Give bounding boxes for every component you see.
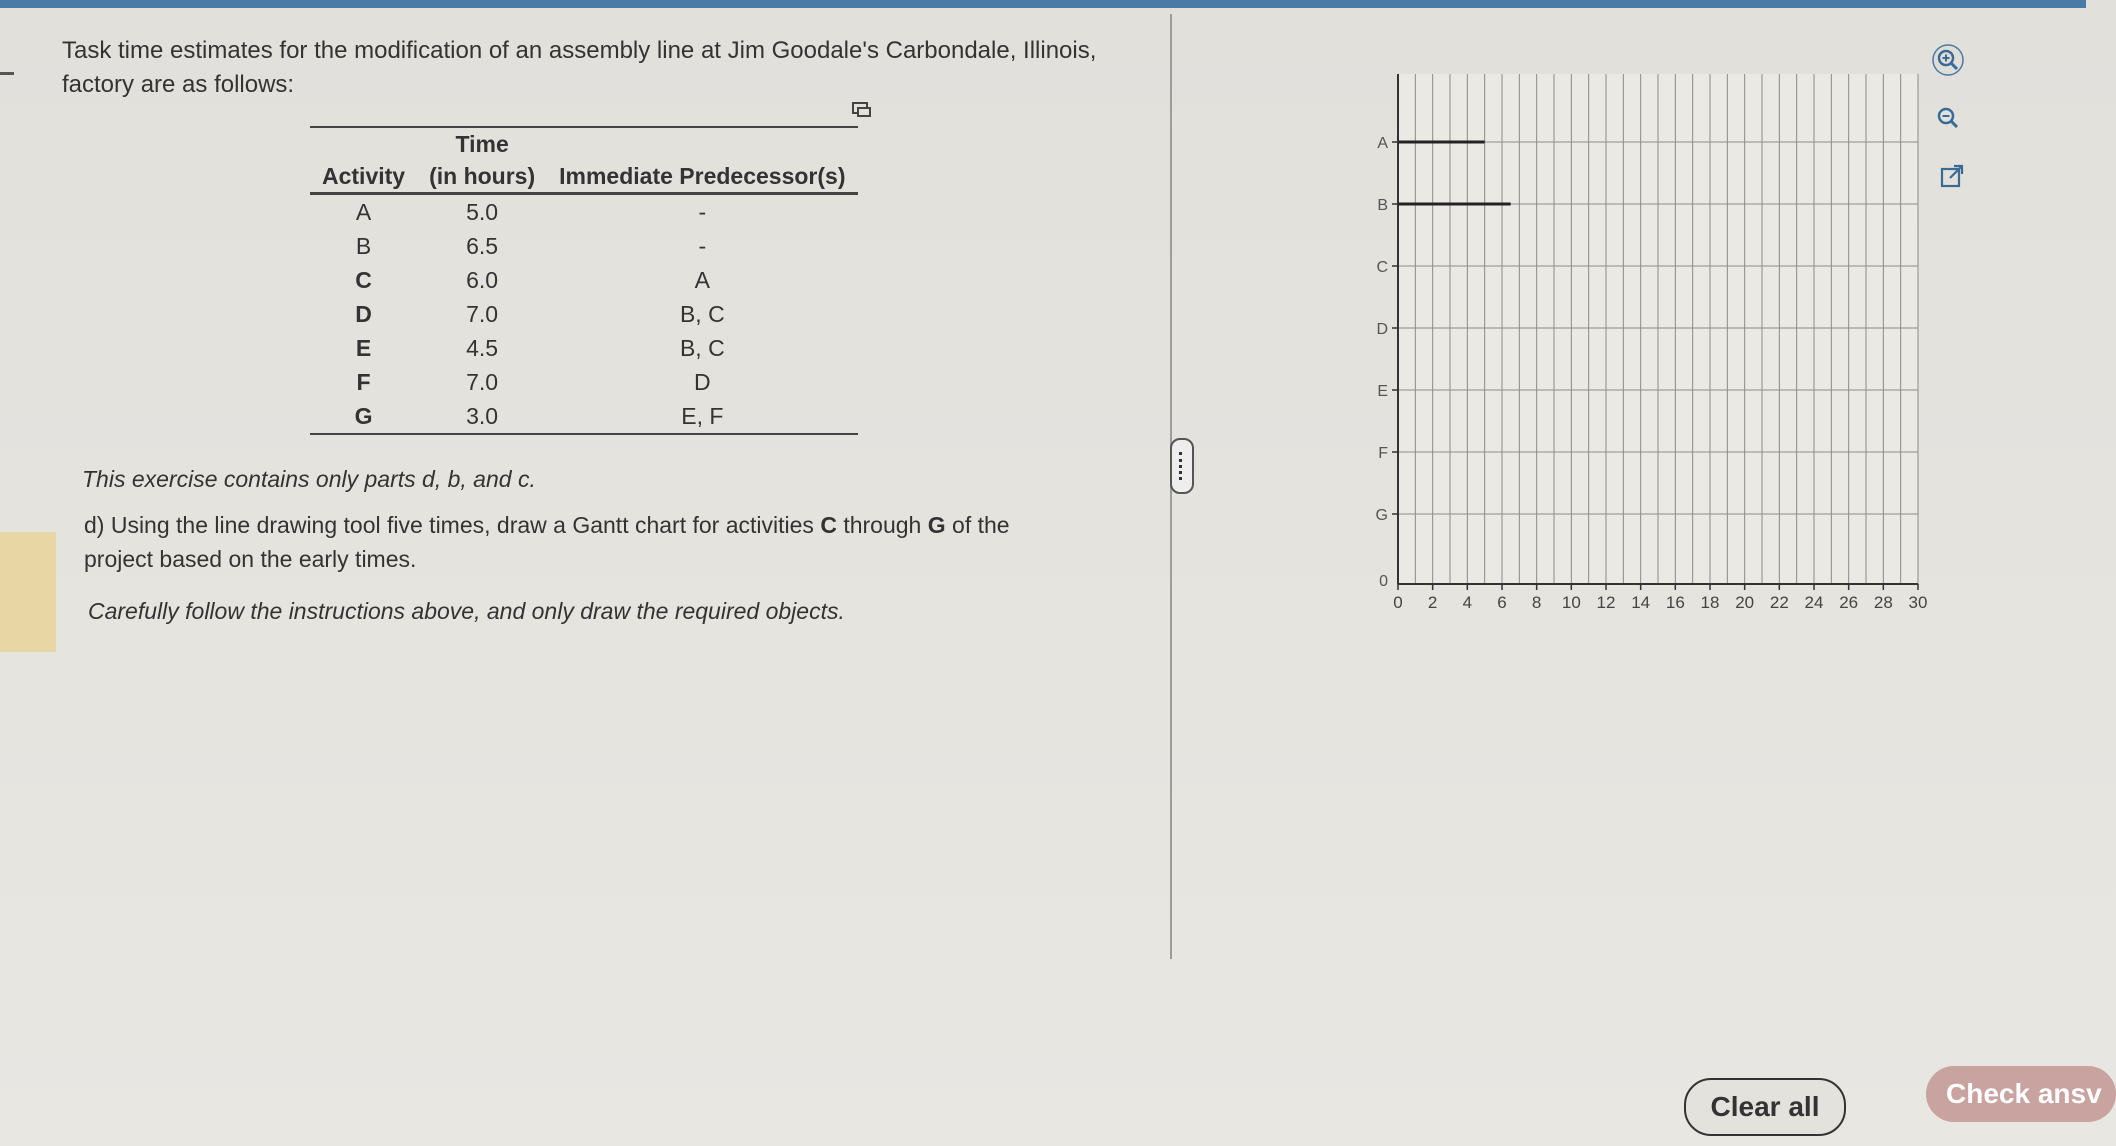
question-bold-g: G	[927, 512, 946, 538]
table-row	[310, 194, 858, 230]
gantt-chart-area[interactable]	[1360, 64, 1950, 654]
activity-table	[310, 126, 858, 435]
x-tick-label: 16	[1665, 593, 1685, 612]
y-tick-label: F	[1378, 445, 1388, 462]
time-cell: 7.0	[466, 369, 499, 395]
predecessor-cell: A	[694, 267, 710, 293]
x-tick-label: 14	[1631, 593, 1651, 612]
x-tick-label: 26	[1839, 593, 1859, 612]
clear-all-button[interactable]: Clear all	[1684, 1078, 1846, 1136]
time-cell: 4.5	[466, 335, 499, 361]
table-row	[310, 331, 858, 365]
predecessor-cell: E, F	[547, 399, 857, 434]
question-bold-c: C	[820, 512, 837, 538]
problem-intro	[62, 34, 1122, 102]
x-tick-label: 22	[1769, 593, 1789, 612]
table-row	[310, 399, 858, 434]
predecessor-cell: B, C	[679, 301, 725, 327]
time-cell: 3.0	[417, 399, 547, 434]
x-tick-label: 4	[1462, 593, 1473, 612]
header-activity-spacer	[310, 127, 417, 160]
instruction-text: Carefully follow the instructions above, and only draw the required objects.	[88, 598, 845, 624]
panel-resize-handle[interactable]	[1170, 438, 1194, 494]
x-tick-label: 8	[1531, 593, 1542, 612]
header-pred-spacer	[547, 127, 857, 160]
header-predecessors: Immediate Predecessor(s)	[547, 160, 857, 194]
question-prefix: d) Using the line drawing tool five times, draw a Gantt chart for activities	[84, 512, 821, 538]
intro-line-1: Task time estimates for the modification of an assembly line at Jim Goodale's Carbondale, Illinois,	[62, 37, 1097, 64]
x-tick-label: 2	[1427, 593, 1438, 612]
copy-icon[interactable]	[852, 102, 872, 118]
external-link-icon[interactable]	[1932, 156, 1972, 196]
x-tick-label: 24	[1804, 593, 1824, 612]
x-tick-label: 30	[1908, 593, 1928, 612]
predecessor-cell: -	[698, 233, 707, 259]
question-mid: through	[836, 512, 928, 538]
time-cell: 6.0	[466, 267, 499, 293]
y-origin-label: 0	[1379, 573, 1388, 590]
question-suffix: of the project based on the early times.	[84, 512, 1010, 572]
predecessor-cell: -	[698, 199, 707, 225]
activity-cell: F	[356, 369, 371, 395]
header-time-line1: Time	[417, 127, 547, 160]
x-tick-label: 28	[1873, 593, 1893, 612]
activity-cell: B	[355, 233, 372, 259]
predecessor-cell: B, C	[679, 335, 725, 361]
intro-line-2: factory are as follows:	[62, 71, 295, 98]
x-tick-label: 18	[1700, 593, 1720, 612]
x-tick-label: 20	[1735, 593, 1755, 612]
table-row	[310, 365, 858, 399]
table-row	[310, 297, 858, 331]
question-panel	[0, 8, 1170, 1138]
exercise-note: This exercise contains only parts d, b, and c.	[82, 466, 536, 492]
y-tick-label: D	[1376, 321, 1388, 338]
x-tick-label: 12	[1596, 593, 1616, 612]
x-tick-label: 10	[1561, 593, 1581, 612]
activity-cell: C	[355, 267, 372, 293]
question-text	[84, 508, 1084, 576]
activity-cell: A	[355, 199, 372, 225]
y-tick-label: B	[1377, 197, 1388, 214]
activity-cell: G	[310, 399, 417, 434]
time-cell: 7.0	[466, 301, 499, 327]
header-activity: Activity	[310, 160, 417, 194]
x-tick-label: 6	[1497, 593, 1507, 612]
time-cell: 6.5	[466, 233, 499, 259]
y-tick-label: A	[1377, 135, 1388, 152]
time-cell: 5.0	[466, 199, 499, 225]
zoom-out-icon[interactable]	[1928, 98, 1968, 138]
gantt-chart[interactable]	[1360, 64, 1950, 654]
zoom-in-icon[interactable]	[1928, 40, 1968, 80]
table-row	[310, 263, 858, 297]
y-tick-label: E	[1377, 383, 1388, 400]
predecessor-cell: D	[694, 369, 711, 395]
activity-cell: E	[355, 335, 372, 361]
x-tick-label: 0	[1393, 593, 1403, 612]
table-row	[310, 229, 858, 263]
y-tick-label: C	[1376, 259, 1388, 276]
check-answer-button[interactable]: Check ansv	[1926, 1066, 2116, 1122]
y-tick-label: G	[1375, 507, 1388, 524]
activity-cell: D	[355, 301, 372, 327]
top-bar	[0, 0, 2086, 8]
header-time-line2: (in hours)	[417, 160, 547, 194]
